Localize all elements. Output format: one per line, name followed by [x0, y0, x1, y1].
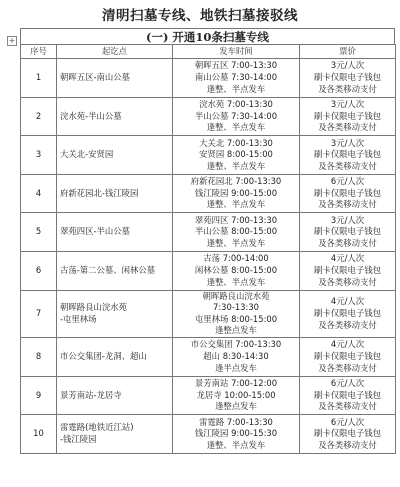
fare-cell-line: 及各类移动支付 — [318, 83, 377, 94]
departure-times-cell-line: 半山公墓 7:30-14:00 — [194, 110, 278, 121]
fare-cell — [300, 337, 396, 376]
fare-cell-line: 6元/人次 — [330, 176, 365, 187]
departure-times-cell-line: 半山公墓 8:00-15:00 — [194, 226, 278, 237]
fare-cell-line: 及各类移动支付 — [318, 362, 377, 373]
departure-times-cell — [173, 415, 300, 454]
route-table — [20, 44, 396, 454]
fare-cell-line: 4元/人次 — [330, 253, 365, 264]
departure-times-cell-line: 逢整、半点发车 — [206, 199, 266, 210]
fare-cell — [300, 290, 396, 337]
fare-cell — [300, 97, 396, 136]
table-row — [21, 97, 396, 136]
table-row — [21, 290, 396, 337]
row-number: 3 — [21, 136, 57, 175]
fare-cell-line: 刷卡仅限电子钱包 — [314, 149, 381, 160]
route-cell — [57, 251, 173, 290]
departure-times-cell-line: 逢整、半点发车 — [206, 276, 266, 287]
departure-times-cell-line: 屯里林场 8:00-15:00 — [194, 313, 278, 324]
row-number: 2 — [21, 97, 57, 136]
route-cell-line: -屯里林场 — [60, 313, 97, 324]
departure-times-cell-line: 景芳南站 7:00-12:00 — [194, 377, 278, 388]
fare-cell-line: 及各类移动支付 — [318, 319, 377, 330]
route-cell-line: -钱江陵园 — [60, 433, 97, 444]
route-cell-line: 大关北-安贤园 — [60, 149, 114, 160]
row-number: 5 — [21, 213, 57, 252]
route-cell-line: 朝晖五区-南山公墓 — [60, 72, 131, 82]
departure-times-cell-line: 闲林公墓 8:00-15:00 — [194, 264, 278, 275]
departure-times-cell-line: 逢整、半点发车 — [206, 439, 266, 450]
departure-times-cell-line: 朝晖五区 7:00-13:30 — [194, 60, 278, 71]
route-cell — [57, 337, 173, 376]
departure-times-cell-line: 龙居寺 10:00-15:00 — [196, 389, 276, 400]
departure-times-cell-line: 雷霆路 7:00-13:30 — [199, 416, 273, 427]
departure-times-cell-line: 府新花园北 7:00-13:30 — [190, 176, 282, 187]
departure-times-cell — [173, 251, 300, 290]
departure-times-cell-line: 逢整、半点发车 — [206, 83, 266, 94]
departure-times-cell-line: 逢整点发车 — [215, 325, 257, 336]
departure-times-cell-line: 安贤园 8:00-15:00 — [199, 149, 273, 160]
departure-times-cell-line: 超山 8:30-14:30 — [203, 350, 269, 361]
route-cell-line: 景芳南站-龙居寺 — [60, 389, 122, 400]
fare-cell — [300, 251, 396, 290]
fare-cell — [300, 415, 396, 454]
departure-times-cell-line: 逢整点发车 — [215, 401, 257, 412]
departure-times-cell-line: 钱江陵园 9:00-15:30 — [194, 428, 278, 439]
fare-cell-line: 刷卡仅限电子钱包 — [314, 226, 381, 237]
departure-times-cell-line: 大关北 7:00-13:30 — [199, 137, 273, 148]
table-row — [21, 251, 396, 290]
departure-times-cell-line: 朝晖路良山浣水苑 — [202, 290, 270, 301]
departure-times-cell — [173, 337, 300, 376]
fare-cell-line: 刷卡仅限电子钱包 — [314, 72, 381, 82]
route-cell — [57, 97, 173, 136]
route-cell-line: 雷霆路(地铁近江站) — [60, 422, 134, 433]
fare-cell-line: 3元/人次 — [330, 137, 365, 148]
departure-times-cell-line: 逢整、半点发车 — [206, 237, 266, 248]
fare-cell-line: 3元/人次 — [330, 99, 365, 109]
table-row — [21, 415, 396, 454]
departure-times-cell — [173, 136, 300, 175]
table-row — [21, 174, 396, 213]
fare-cell-line: 刷卡仅限电子钱包 — [314, 187, 381, 198]
departure-times-cell-line: 浣水苑 7:00-13:30 — [199, 99, 273, 109]
table-row — [21, 376, 396, 415]
fare-cell-line: 及各类移动支付 — [318, 439, 377, 450]
page-title: 清明扫墓专线、地铁扫墓接驳线 — [102, 8, 298, 24]
fare-cell-line: 及各类移动支付 — [318, 237, 377, 248]
route-cell-line: 朝晖路良山浣水苑 — [60, 302, 127, 313]
fare-cell-line: 刷卡仅限电子钱包 — [314, 389, 381, 400]
departure-times-cell-line: 古荡 7:00-14:00 — [203, 253, 269, 264]
table-move-handle-icon[interactable]: + — [8, 36, 16, 45]
departure-times-cell-line: 逢整、半点发车 — [206, 122, 266, 133]
fare-cell-line: 6元/人次 — [330, 416, 365, 427]
route-cell — [57, 376, 173, 415]
table-row — [21, 59, 396, 98]
route-cell-line: 市公交集团-龙洞、超山 — [60, 350, 147, 361]
fare-cell — [300, 213, 396, 252]
row-number: 8 — [21, 337, 57, 376]
table-header-row — [21, 45, 396, 59]
departure-times-cell-line: 南山公墓 7:30-14:00 — [194, 72, 278, 82]
departure-times-cell-line: 逢半点发车 — [215, 362, 257, 373]
fare-cell-line: 及各类移动支付 — [318, 401, 377, 412]
fare-cell-line: 及各类移动支付 — [318, 199, 377, 210]
table-subtitle: (一) 开通10条扫墓专线 — [20, 28, 395, 44]
fare-cell-line: 6元/人次 — [330, 377, 365, 388]
departure-times-cell — [173, 290, 300, 337]
departure-times-cell-line: 市公交集团 7:00-13:30 — [190, 339, 282, 350]
route-cell — [57, 415, 173, 454]
fare-cell-line: 刷卡仅限电子钱包 — [314, 264, 381, 275]
departure-times-cell-line: 逢整、半点发车 — [206, 160, 266, 171]
header-no: 序号 — [21, 45, 57, 59]
fare-cell-line: 3元/人次 — [330, 214, 365, 225]
route-cell-line: 翠苑四区-半山公墓 — [60, 226, 131, 237]
fare-cell-line: 刷卡仅限电子钱包 — [314, 307, 381, 318]
fare-cell — [300, 59, 396, 98]
route-cell-line: 浣水苑-半山公墓 — [60, 110, 122, 121]
departure-times-cell-line: 7:30-13:30 — [213, 302, 259, 313]
departure-times-cell — [173, 97, 300, 136]
row-number: 4 — [21, 174, 57, 213]
fare-cell-line: 刷卡仅限电子钱包 — [314, 350, 381, 361]
route-cell — [57, 59, 173, 98]
table-row — [21, 213, 396, 252]
route-cell — [57, 174, 173, 213]
header-times: 发车时间 — [173, 45, 300, 59]
fare-cell-line: 4元/人次 — [330, 339, 365, 350]
header-fare: 票价 — [300, 45, 396, 59]
row-number: 1 — [21, 59, 57, 98]
row-number: 7 — [21, 290, 57, 337]
departure-times-cell — [173, 376, 300, 415]
departure-times-cell — [173, 174, 300, 213]
departure-times-cell-line: 翠苑四区 7:00-13:30 — [194, 214, 278, 225]
departure-times-cell-line: 钱江陵园 9:00-15:00 — [194, 187, 278, 198]
route-cell — [57, 213, 173, 252]
fare-cell-line: 及各类移动支付 — [318, 276, 377, 287]
row-number: 10 — [21, 415, 57, 454]
fare-cell — [300, 136, 396, 175]
fare-cell-line: 刷卡仅限电子钱包 — [314, 110, 381, 121]
table-row — [21, 337, 396, 376]
departure-times-cell — [173, 213, 300, 252]
fare-cell-line: 刷卡仅限电子钱包 — [314, 428, 381, 439]
fare-cell-line: 及各类移动支付 — [318, 122, 377, 133]
fare-cell-line: 4元/人次 — [330, 296, 365, 307]
fare-cell — [300, 174, 396, 213]
departure-times-cell — [173, 59, 300, 98]
header-route: 起讫点 — [57, 45, 173, 59]
route-cell-line: 府新花园北-钱江陵园 — [60, 187, 139, 198]
table-row — [21, 136, 396, 175]
row-number: 9 — [21, 376, 57, 415]
route-cell — [57, 136, 173, 175]
route-cell-line: 古荡-第二公墓、闲林公墓 — [60, 264, 156, 275]
row-number: 6 — [21, 251, 57, 290]
fare-cell-line: 3元/人次 — [330, 60, 365, 71]
fare-cell — [300, 376, 396, 415]
fare-cell-line: 及各类移动支付 — [318, 160, 377, 171]
route-cell — [57, 290, 173, 337]
